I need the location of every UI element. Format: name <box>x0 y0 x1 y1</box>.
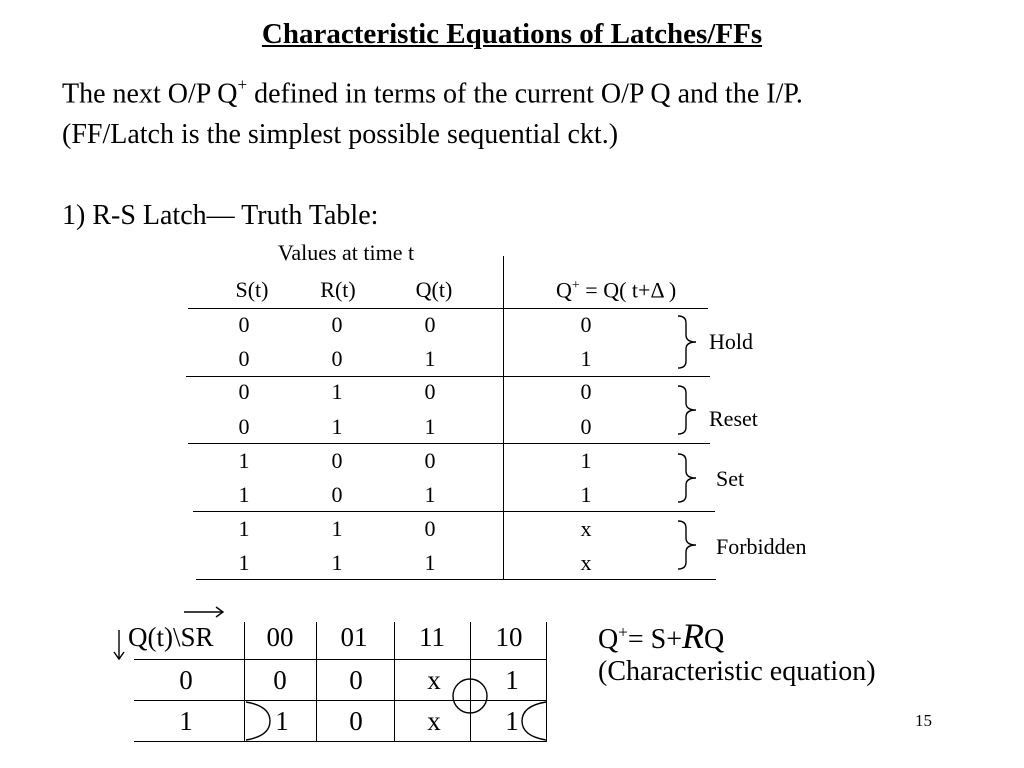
kmap-corner-label: Q(t)\SR <box>128 622 214 652</box>
truth-table-cell-q: 0 <box>424 312 436 337</box>
truth-table-divider <box>503 256 504 580</box>
truth-table-rule-2 <box>188 443 710 444</box>
truth-table-cell-r: 1 <box>331 516 343 541</box>
truth-table-header-qnext-rest: = Q( t+Δ ) <box>579 277 677 303</box>
truth-table-cell-r: 1 <box>331 379 343 404</box>
kmap-cell: 0 <box>273 665 287 695</box>
truth-table-cell-qnext: 0 <box>580 414 592 439</box>
kmap-group-right-arc <box>518 700 548 742</box>
truth-table-cell-q: 1 <box>424 346 436 371</box>
truth-table-cell-r: 0 <box>331 312 343 337</box>
truth-table-cell-qnext: x <box>580 550 592 575</box>
intro-line-1-sup: + <box>237 75 248 94</box>
truth-table-header-r: R(t) <box>320 277 356 302</box>
truth-table-cell-qnext: 1 <box>580 448 592 473</box>
kmap-col-header: 01 <box>340 622 368 652</box>
kmap-vline-2 <box>316 622 317 742</box>
truth-table-header-s: S(t) <box>235 277 269 302</box>
truth-table-cell-r: 0 <box>331 346 343 371</box>
intro-line-2: (FF/Latch is the simplest possible sequential ckt.) <box>62 119 619 150</box>
kmap-hline-3 <box>134 741 546 742</box>
truth-table-header-q: Q(t) <box>415 277 453 302</box>
kmap-cell: 0 <box>349 706 363 736</box>
equation-eq-s: = S+ <box>627 624 682 655</box>
truth-table-cell-q: 1 <box>424 414 436 439</box>
truth-table-cell-q: 1 <box>424 550 436 575</box>
kmap-col-header: 00 <box>266 622 294 652</box>
truth-table-cell-r: 0 <box>331 448 343 473</box>
truth-table-cell-q: 0 <box>424 448 436 473</box>
truth-table-cell-qnext: 0 <box>580 379 592 404</box>
truth-table-cell-s: 0 <box>238 414 250 439</box>
page-title: Characteristic Equations of Latches/FFs <box>261 18 763 50</box>
truth-table-cell-s: 1 <box>238 550 250 575</box>
equation-q-tail: Q <box>703 624 725 655</box>
kmap-cell: 1 <box>275 706 289 736</box>
intro-line-1 <box>62 75 803 110</box>
truth-table-cell-s: 1 <box>238 482 250 507</box>
kmap-col-header: 10 <box>495 622 523 652</box>
kmap-group-left-arc <box>244 700 274 742</box>
truth-table-cell-r: 0 <box>331 482 343 507</box>
truth-table-rule-4 <box>196 579 716 580</box>
group-label-hold: Hold <box>709 329 753 354</box>
truth-table-cell-q: 0 <box>424 379 436 404</box>
kmap-row-label: 1 <box>179 706 193 736</box>
equation-caption: (Characteristic equation) <box>598 656 876 687</box>
group-label-set: Set <box>716 466 745 491</box>
truth-table-header-qnext-sup: + <box>571 278 580 293</box>
kmap-hline-1 <box>134 659 546 660</box>
truth-table-cell-s: 0 <box>238 312 250 337</box>
truth-table-cell-r: 1 <box>331 414 343 439</box>
kmap-vline-3 <box>394 622 395 742</box>
kmap-col-header: 11 <box>419 622 445 652</box>
intro-line-1-pre: The next O/P Q <box>62 78 238 110</box>
forbidden-brace-icon <box>676 519 700 571</box>
truth-table-cell-s: 0 <box>238 346 250 371</box>
equation-r-bar: R <box>681 616 704 656</box>
hold-brace-icon <box>676 314 700 370</box>
group-label-forbidden: Forbidden <box>716 534 807 559</box>
truth-table-cell-qnext: 1 <box>580 482 592 507</box>
equation-lhs-sup: + <box>618 622 628 642</box>
kmap-cell: x <box>427 665 441 695</box>
section-heading: 1) R-S Latch— Truth Table: <box>62 200 379 231</box>
reset-brace-icon <box>676 384 700 436</box>
truth-table-cell-s: 0 <box>238 379 250 404</box>
truth-table-cell-qnext: 1 <box>580 346 592 371</box>
truth-table-header-qnext-base: Q <box>556 277 572 303</box>
truth-table-cell-s: 1 <box>238 516 250 541</box>
truth-table-rule-3 <box>193 511 715 512</box>
truth-table-header-qnext <box>556 279 676 301</box>
truth-table-group-header: Values at time t <box>277 240 415 265</box>
equation-lhs-base: Q <box>598 624 619 655</box>
set-brace-icon <box>676 452 700 504</box>
characteristic-equation <box>598 618 724 654</box>
truth-table-header-rule <box>188 308 708 309</box>
arrow-right-icon <box>182 604 226 620</box>
kmap-row-label: 0 <box>179 665 193 695</box>
kmap-cell: x <box>427 706 441 736</box>
kmap-group-circle <box>450 676 490 716</box>
kmap-cell: 1 <box>505 706 519 736</box>
intro-line-1-post: defined in terms of the current O/P Q and the I/P. <box>247 78 803 110</box>
truth-table-rule-1 <box>186 376 710 377</box>
truth-table-cell-qnext: 0 <box>580 312 592 337</box>
group-label-reset: Reset <box>709 406 758 431</box>
truth-table-cell-r: 1 <box>331 550 343 575</box>
truth-table-cell-q: 0 <box>424 516 436 541</box>
truth-table-cell-q: 1 <box>424 482 436 507</box>
arrow-down-icon <box>112 628 126 662</box>
truth-table-cell-qnext: x <box>580 516 592 541</box>
kmap-cell: 0 <box>349 665 363 695</box>
truth-table-cell-s: 1 <box>238 448 250 473</box>
kmap-cell: 1 <box>505 665 519 695</box>
page-number: 15 <box>915 711 932 730</box>
